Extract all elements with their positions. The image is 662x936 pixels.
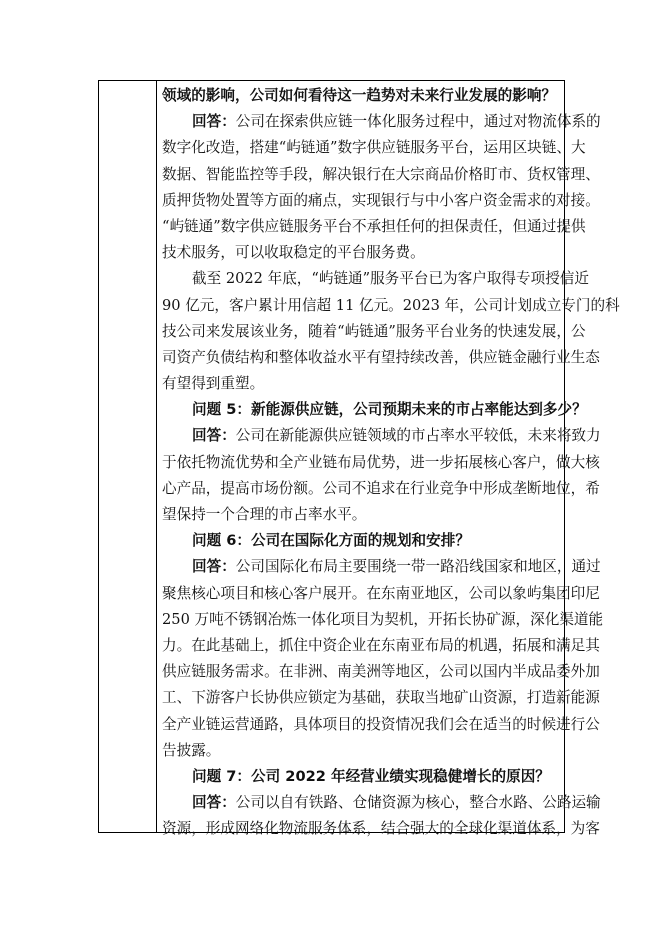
text-line — [162, 319, 586, 345]
text-line — [162, 135, 586, 161]
body-text: 告披露。 — [162, 741, 221, 759]
answer-label: 回答： — [192, 427, 236, 445]
body-text: 心产品，提高市场份额。公司不追求在行业竞争中形成垄断地位，希 — [162, 479, 600, 497]
body-text: 公司在新能源供应链领域的市占率水平较低，未来将致力 — [235, 427, 601, 445]
answer-paragraph — [162, 554, 604, 764]
body-text: 数据、智能监控等手段，解决银行在大宗商品价格盯市、货权管理、 — [162, 165, 600, 183]
text-line — [162, 738, 563, 764]
text-line — [162, 188, 600, 214]
body-text: 聚焦核心项目和核心客户展开。在东南亚地区，公司以象屿集团印尼 — [162, 584, 600, 602]
body-text: 公司以自有铁路、仓储资源为核心，整合水路、公路运输 — [235, 794, 601, 812]
text-line — [162, 476, 600, 502]
text-line — [162, 214, 586, 240]
text-line — [162, 607, 604, 633]
text-line — [162, 685, 600, 711]
body-text: 质押货物处置等方面的痛点，实现银行与中小客户资金需求的对接。 — [162, 191, 600, 209]
body-text: 全产业链运营通路，具体项目的投资情况我们会在适当的时候进行公 — [162, 715, 600, 733]
body-text: 技公司来发展该业务，随着“屿链通”服务平台业务的快速发展，公 — [162, 322, 586, 340]
question-text: 问题 6：公司在国际化方面的规划和安排？ — [192, 532, 470, 550]
question-paragraph — [162, 764, 563, 790]
text-line — [162, 266, 589, 292]
body-text: 资源，形成网络化物流服务体系，结合强大的全球化渠道体系，为客 — [162, 820, 600, 838]
body-text: 公司国际化布局主要围绕一带一路沿线国家和地区，通过 — [235, 558, 601, 576]
question-paragraph — [162, 83, 563, 109]
text-line — [162, 450, 600, 476]
body-text: “屿链通”数字供应链服务平台不承担任何的担保责任，但通过提供 — [162, 217, 586, 235]
answer-paragraph — [162, 790, 601, 842]
text-line — [162, 83, 563, 109]
question-paragraph — [162, 528, 563, 554]
text-line — [162, 293, 620, 319]
text-line — [162, 712, 600, 738]
text-line — [162, 371, 563, 397]
text-line — [162, 423, 601, 449]
question-text: 领域的影响，公司如何看待这一趋势对未来行业发展的影响？ — [162, 87, 557, 104]
body-text: 90 亿元，客户累计用信超 11 亿元。2023 年，公司计划成立专门的科 — [162, 296, 620, 314]
text-line — [162, 659, 600, 685]
body-text: 供应链服务需求。在非洲、南美洲等地区，公司以国内半成品委外加 — [162, 663, 600, 681]
text-line — [162, 554, 601, 580]
text-line — [162, 502, 563, 528]
column-divider — [156, 81, 157, 832]
answer-label: 回答： — [192, 794, 236, 812]
body-text: 有望得到重塑。 — [162, 375, 265, 393]
text-line — [162, 240, 563, 266]
answer-paragraph — [162, 266, 620, 397]
qa-content-cell — [162, 83, 620, 842]
text-line — [162, 109, 601, 135]
question-paragraph — [162, 397, 587, 423]
answer-paragraph — [162, 109, 601, 266]
text-line — [162, 397, 587, 423]
body-text: 力。在此基础上，抓住中资企业在东南亚布局的机遇，拓展和满足其 — [162, 636, 600, 654]
answer-paragraph — [162, 423, 601, 528]
body-text: 数字化改造，搭建“屿链通”数字供应链服务平台，运用区块链、大 — [162, 139, 586, 157]
body-text: 250 万吨不锈钢冶炼一体化项目为契机，开拓长协矿源，深化渠道能 — [162, 610, 604, 628]
body-text: 截至 2022 年底，“屿链通”服务平台已为客户取得专项授信近 — [192, 270, 589, 288]
body-text: 于依托物流优势和全产业链布局优势，进一步拓展核心客户，做大核 — [162, 453, 600, 471]
text-line — [162, 816, 600, 842]
question-text: 问题 5：新能源供应链，公司预期未来的市占率能达到多少？ — [192, 401, 587, 419]
body-text: 工、下游客户长协供应锁定为基础，获取当地矿山资源，打造新能源 — [162, 689, 600, 707]
text-line — [162, 764, 563, 790]
qa-table — [98, 80, 620, 838]
question-text: 问题 7：公司 2022 年经营业绩实现稳健增长的原因？ — [192, 767, 550, 785]
body-text: 技术服务，可以收取稳定的平台服务费。 — [162, 244, 425, 262]
body-text: 司资产负债结构和整体收益水平有望持续改善，供应链金融行业生态 — [162, 348, 600, 366]
text-line — [162, 162, 600, 188]
body-text: 公司在探索供应链一体化服务过程中，通过对物流体系的 — [235, 113, 601, 131]
answer-label: 回答： — [192, 113, 236, 131]
text-line — [162, 345, 600, 371]
body-text: 望保持一个合理的市占率水平。 — [162, 506, 367, 523]
text-line — [162, 790, 601, 816]
text-line — [162, 581, 600, 607]
text-line — [162, 528, 563, 554]
answer-label: 回答： — [192, 558, 236, 576]
text-line — [162, 633, 600, 659]
